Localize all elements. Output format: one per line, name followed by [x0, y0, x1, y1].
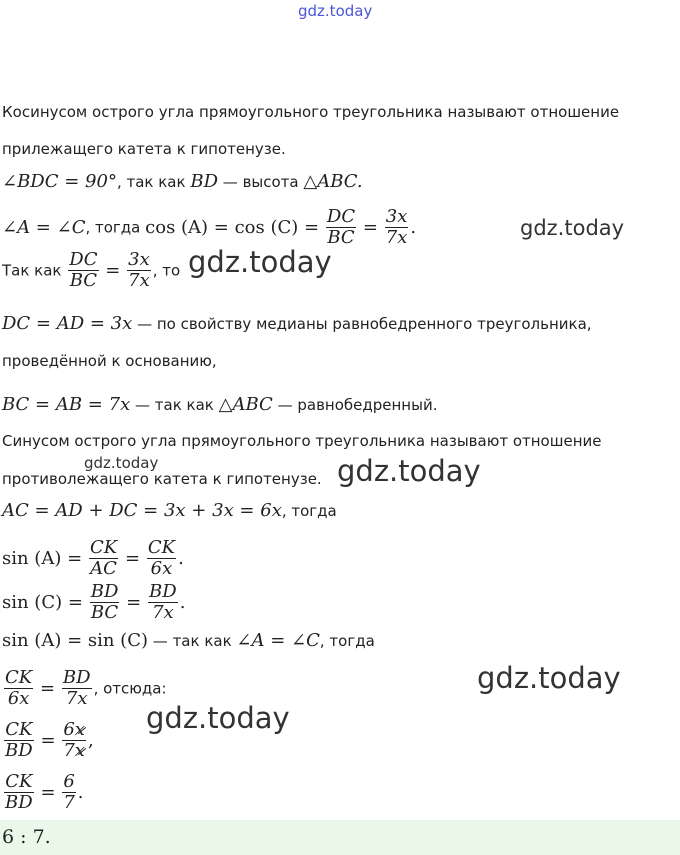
answer: 6 : 7. — [2, 826, 51, 848]
sin-definition: Синусом острого угла прямоугольного треугольника называют отношение — [2, 432, 602, 450]
watermark: gdz.today — [520, 216, 625, 240]
triangle-abc: △ABC. — [303, 171, 363, 192]
watermark: gdz.today — [188, 245, 332, 279]
sin-c-line: sin (C) = $\frac{BD}{BC}$ = $\frac{BD}{7x}$ . — [2, 581, 186, 623]
since-line: Так как $\frac{DC}{BC}$ = $\frac{3x}{7x}$ , то — [2, 249, 181, 291]
watermark: gdz.today — [337, 454, 481, 488]
ratio-cancel-line: $\frac{CK}{BD}$ = $\frac{6x}{7x}$ , — [5, 719, 94, 761]
bd-label: BD — [190, 171, 219, 192]
proportion-line: $\frac{CK}{6x}$ = $\frac{BD}{7x}$ , отсюда: — [5, 667, 167, 709]
median-line-2: проведённой к основанию, — [2, 352, 217, 370]
median-line: DC = AD = 3x — по свойству медианы равнобедренного треугольника, — [2, 313, 592, 334]
fraction-3x-7x: $\frac{3x}{7x}$ — [385, 206, 408, 248]
fraction-dc-bc: $\frac{DC}{BC}$ — [326, 206, 356, 248]
watermark: gdz.today — [477, 661, 621, 695]
sin-equal-line: sin (A) = sin (C) — так как ∠A = ∠C, тогда — [2, 630, 375, 651]
bdc-line: ∠BDC = 90°, так как BD — высота △ABC. — [2, 171, 363, 192]
sin-definition-2: противолежащего катета к гипотенузе. — [2, 470, 322, 488]
cos-definition-2: прилежащего катета к гипотенузе. — [2, 140, 286, 158]
sin-a-line: sin (A) = $\frac{CK}{AC}$ = $\frac{CK}{6x}$ . — [2, 537, 184, 579]
ratio-result-line: $\frac{CK}{BD}$ = $\frac{6}{7}$ . — [5, 771, 84, 813]
ac-line: AC = AD + DC = 3x + 3x = 6x, тогда — [2, 500, 337, 521]
angle-bdc: ∠BDC = 90° — [2, 171, 117, 192]
answer-box — [0, 820, 680, 855]
watermark: gdz.today — [146, 701, 290, 735]
watermark: gdz.today — [84, 454, 159, 472]
bc-line: BC = AB = 7x — так как △ABC — равнобедренный. — [2, 394, 438, 415]
cos-line: ∠A = ∠C, тогда cos (A) = cos (C) = $\frac{DC}{BC}$ = $\frac{3x}{7x}$ . — [2, 206, 417, 248]
cos-definition: Косинусом острого угла прямоугольного треугольника называют отношение — [2, 103, 620, 121]
watermark-top: gdz.today — [298, 2, 373, 20]
